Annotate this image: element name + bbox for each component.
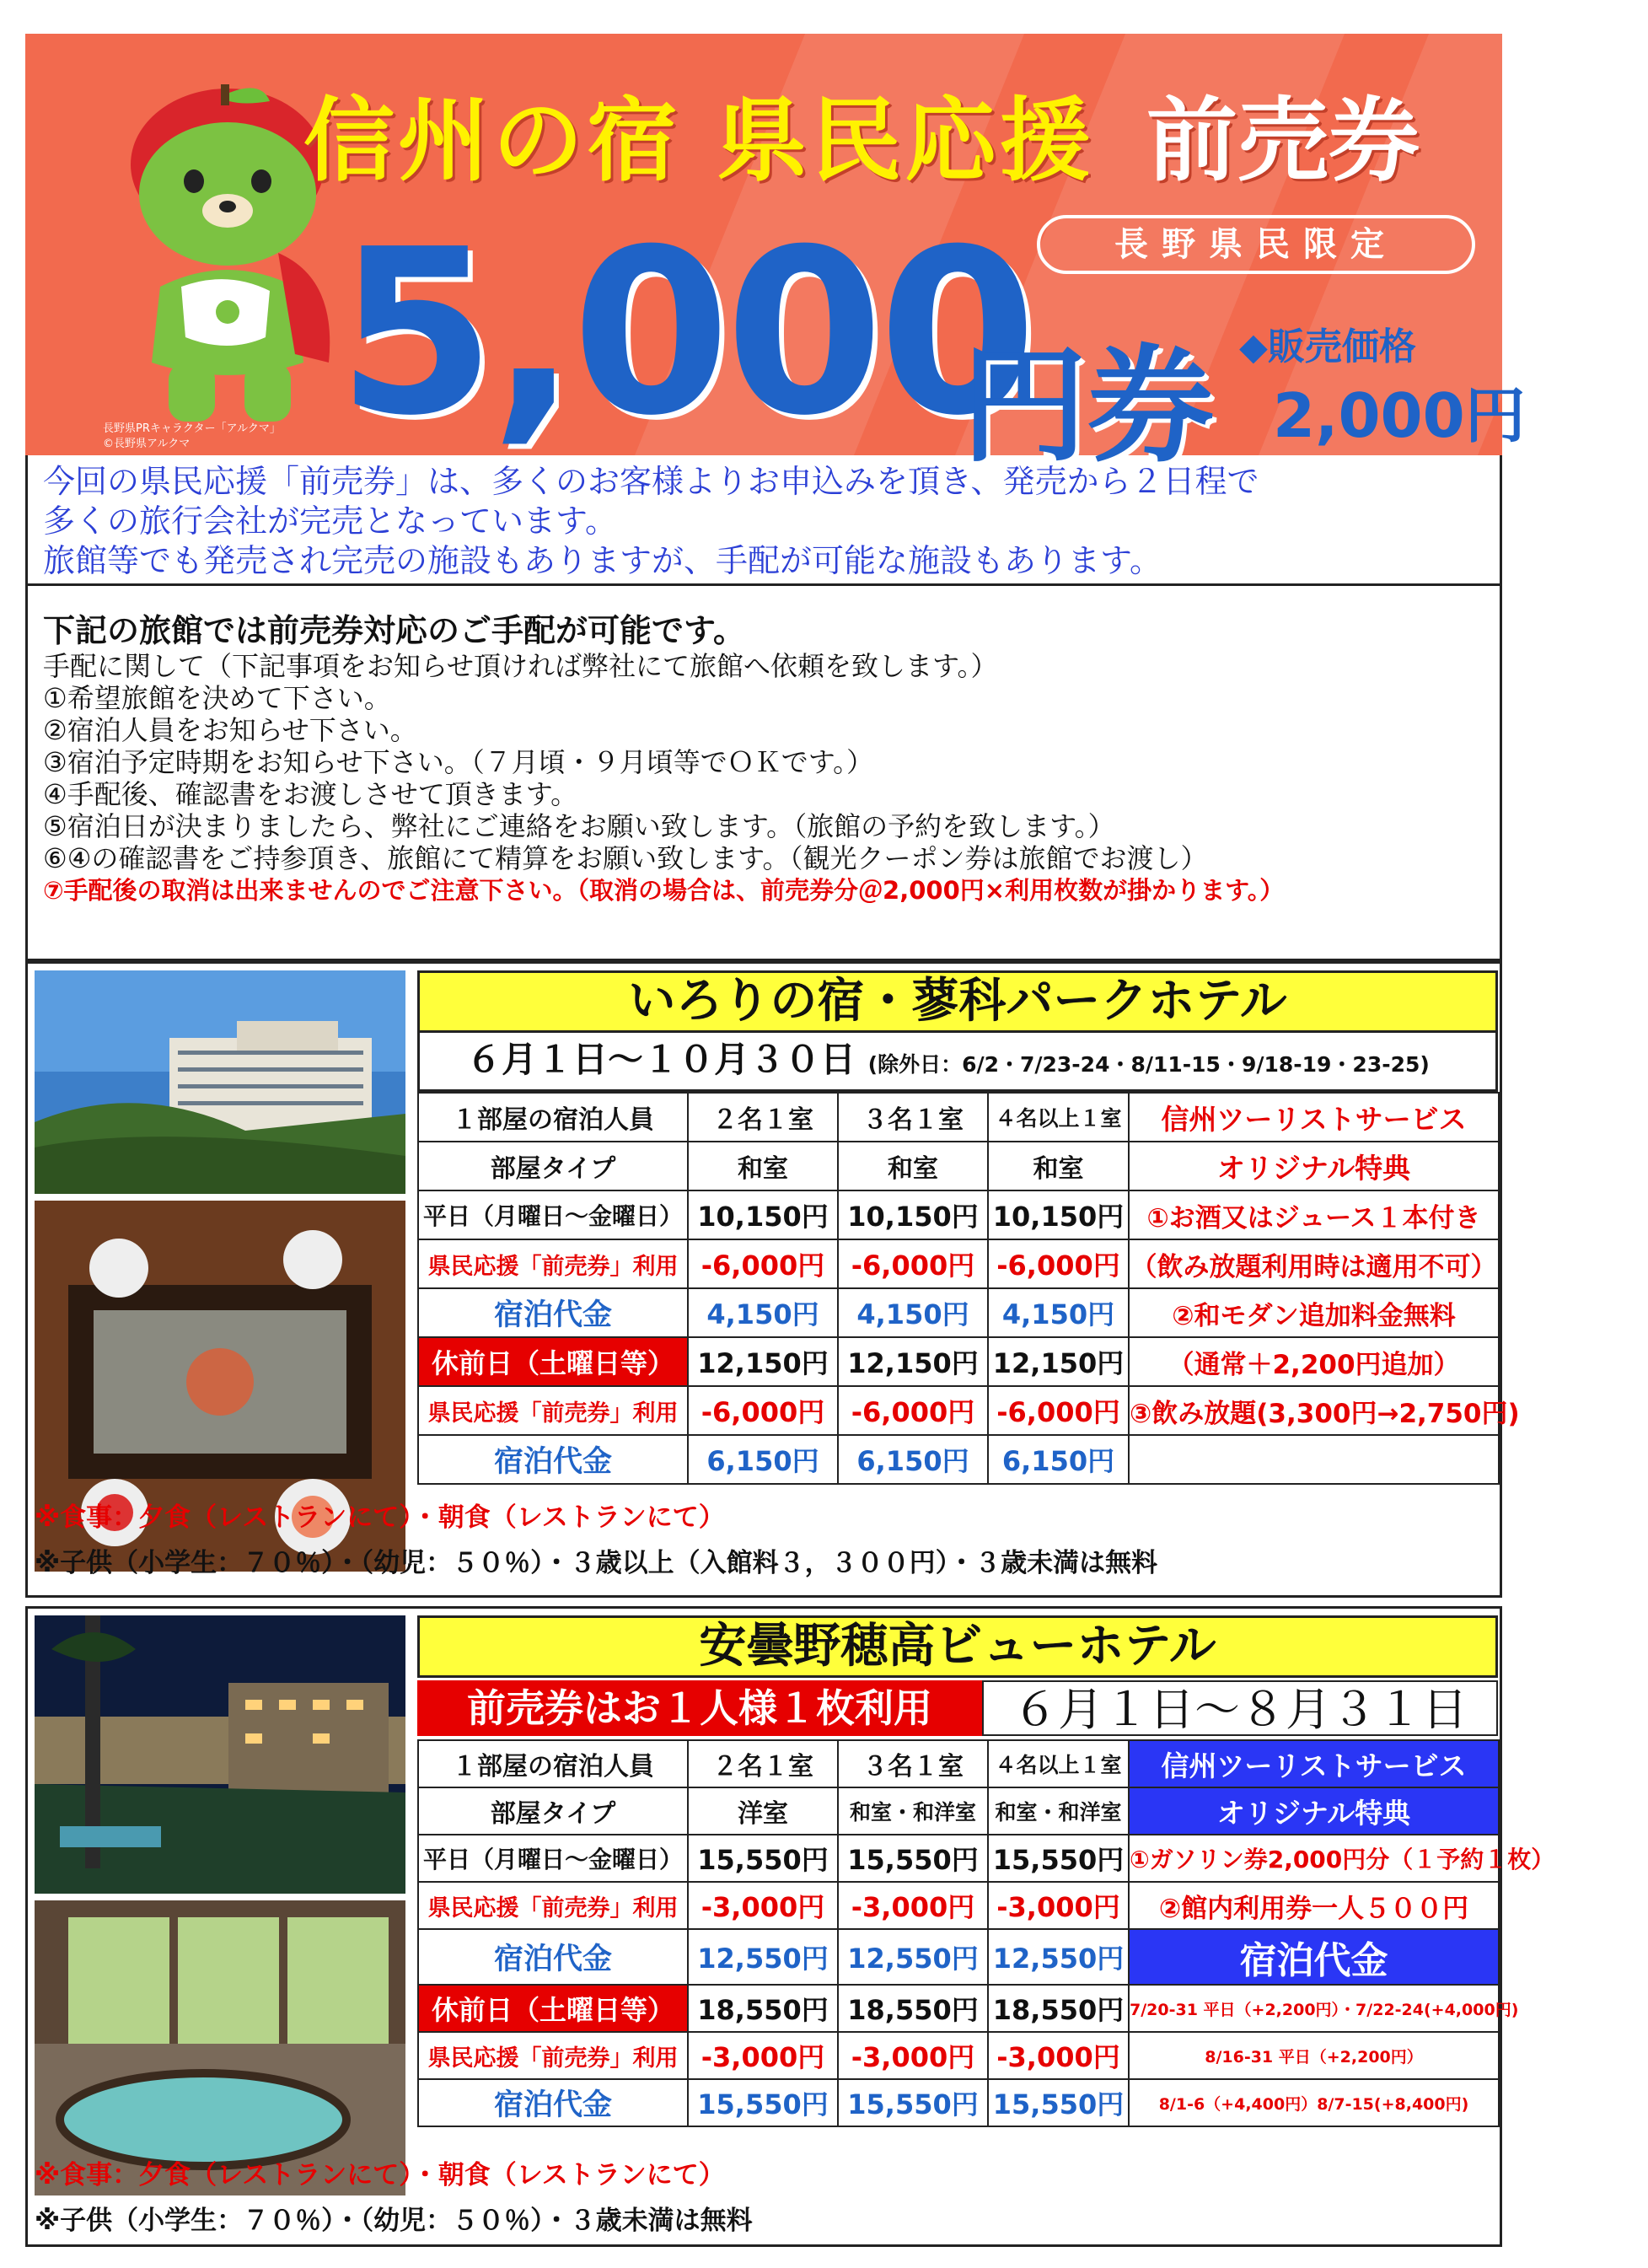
room-type: 和室・和洋室 bbox=[988, 1787, 1129, 1835]
rate-cell: 15,550円 bbox=[988, 1835, 1129, 1882]
child-note: ※子供（小学生：７０％）・（幼児：５０％）・３歳未満は無料 bbox=[35, 2206, 753, 2236]
instruction-step: ⑥④の確認書をご持参頂き、旅館にて精算をお願い致します。（観光クーポン券は旅館でお渡し） bbox=[43, 842, 1208, 874]
rate-cell: 18,550円 bbox=[688, 1985, 838, 2032]
rate-cell: 15,550円 bbox=[838, 1835, 988, 1882]
room-type-label: 部屋タイプ bbox=[418, 1142, 688, 1190]
discount-cell: -6,000円 bbox=[838, 1386, 988, 1435]
fee-label: 宿泊代金 bbox=[418, 1929, 688, 1985]
hotel-exterior-photo bbox=[35, 970, 405, 1194]
rate-cell: 12,150円 bbox=[988, 1337, 1129, 1386]
discount-cell: -3,000円 bbox=[838, 1882, 988, 1929]
rate-table bbox=[417, 1739, 1555, 2127]
rate-table bbox=[417, 1092, 1520, 1485]
fee-cell: 4,150円 bbox=[838, 1288, 988, 1337]
rate-cell: 10,150円 bbox=[838, 1190, 988, 1239]
notice-line: 今回の県民応援「前売券」は、多くのお客様よりお申込みを頂き、発売から２日程で bbox=[43, 463, 1259, 500]
instruction-step: ⑤宿泊日が決まりましたら、弊社にご連絡をお願い致します。（旅館の予約を致します。） bbox=[43, 810, 1115, 842]
meal-note: ※食事：夕食（レストランにて）・朝食（レストランにて） bbox=[35, 1502, 725, 1533]
instructions-heading: 下記の旅館では前売券対応のご手配が可能です。 bbox=[43, 612, 745, 649]
col-3-guests: ３名１室 bbox=[838, 1740, 988, 1787]
col-guests: １部屋の宿泊人員 bbox=[418, 1740, 688, 1787]
rate-cell: 15,550円 bbox=[688, 1835, 838, 1882]
booking-instructions bbox=[25, 586, 1502, 961]
room-type-label: 部屋タイプ bbox=[418, 1787, 688, 1835]
sale-price-label: ◆販売価格 bbox=[1239, 325, 1416, 368]
period-exclusions: (除外日：6/2・7/23-24・8/11-15・9/18-19・23-25) bbox=[867, 1052, 1430, 1077]
perk-item: ②和モダン追加料金無料 bbox=[1129, 1288, 1499, 1337]
fee-cell: 12,550円 bbox=[988, 1929, 1129, 1985]
weekday-label: 平日（月曜日～金曜日） bbox=[418, 1190, 688, 1239]
room-type: 和室 bbox=[838, 1142, 988, 1190]
discount-label: 県民応援「前売券」利用 bbox=[418, 1386, 688, 1435]
discount-cell: -3,000円 bbox=[988, 1882, 1129, 1929]
instruction-step: ④手配後、確認書をお渡しさせて頂きます。 bbox=[43, 778, 578, 810]
fee-label: 宿泊代金 bbox=[418, 1288, 688, 1337]
banner-title: 信州の宿 県民応援 bbox=[303, 89, 1094, 194]
fee-cell: 12,550円 bbox=[688, 1929, 838, 1985]
hotel-card-tateshina bbox=[25, 961, 1520, 1598]
valid-period bbox=[417, 1033, 1498, 1092]
hotel-name: いろりの宿・蓼科パークホテル bbox=[417, 970, 1498, 1033]
fee-label: 宿泊代金 bbox=[418, 1435, 688, 1484]
fee-cell: 15,550円 bbox=[688, 2079, 838, 2126]
instruction-step: ③宿泊予定時期をお知らせ下さい。（７月頃・９月頃等でＯＫです。） bbox=[43, 746, 874, 778]
one-voucher-per-person-banner: 前売券はお１人様１枚利用 bbox=[417, 1680, 982, 1736]
surcharge-note: 7/20-31 平日（+2,200円）・7/22-24(+4,000円) bbox=[1129, 1985, 1499, 2032]
room-type: 和室 bbox=[688, 1142, 838, 1190]
discount-cell: -6,000円 bbox=[688, 1386, 838, 1435]
discount-label: 県民応援「前売券」利用 bbox=[418, 1882, 688, 1929]
perk-title: 信州ツーリストサービス bbox=[1129, 1740, 1499, 1787]
discount-label: 県民応援「前売券」利用 bbox=[418, 2032, 688, 2079]
perk-item: （通常＋2,200円追加） bbox=[1129, 1337, 1499, 1386]
perk-item: ③飲み放題(3,300円→2,750円) bbox=[1129, 1386, 1499, 1435]
fee-cell: 6,150円 bbox=[688, 1435, 838, 1484]
col-4-guests: ４名以上１室 bbox=[988, 1093, 1129, 1142]
instruction-step: ②宿泊人員をお知らせ下さい。 bbox=[43, 714, 417, 746]
rate-cell: 12,150円 bbox=[688, 1337, 838, 1386]
col-3-guests: ３名１室 bbox=[838, 1093, 988, 1142]
discount-cell: -6,000円 bbox=[988, 1386, 1129, 1435]
surcharge-note: 8/1-6（+4,400円）8/7-15(+8,400円) bbox=[1129, 2079, 1499, 2126]
fee-cell: 6,150円 bbox=[988, 1435, 1129, 1484]
fee-cell: 4,150円 bbox=[988, 1288, 1129, 1337]
discount-cell: -3,000円 bbox=[688, 1882, 838, 1929]
residents-only-badge: 長野県民限定 bbox=[1037, 215, 1475, 274]
discount-cell: -3,000円 bbox=[838, 2032, 988, 2079]
fee-cell: 15,550円 bbox=[988, 2079, 1129, 2126]
voucher-unit: 円券 bbox=[961, 333, 1215, 480]
discount-cell: -3,000円 bbox=[688, 2032, 838, 2079]
banner-title-suffix: 前売券 bbox=[1146, 89, 1420, 194]
fee-cell: 15,550円 bbox=[838, 2079, 988, 2126]
sale-price-value: 2,000円 bbox=[1273, 380, 1526, 451]
col-4-guests: ４名以上１室 bbox=[988, 1740, 1129, 1787]
holiday-eve-label: 休前日（土曜日等） bbox=[418, 1985, 688, 2032]
perk-subtitle: オリジナル特典 bbox=[1129, 1787, 1499, 1835]
room-type: 洋室 bbox=[688, 1787, 838, 1835]
rate-cell: 10,150円 bbox=[988, 1190, 1129, 1239]
meal-note: ※食事：夕食（レストランにて）・朝食（レストランにて） bbox=[35, 2160, 725, 2190]
child-note: ※子供（小学生：７０％）・（幼児：５０％）・３歳以上（入館料３，３００円）・３歳未満は無料 bbox=[35, 1548, 1158, 1578]
hotel-night-photo bbox=[35, 1615, 405, 1894]
perk-item: ①ガソリン券2,000円分（１予約１枚） bbox=[1129, 1835, 1499, 1882]
hotel-card-azumino bbox=[25, 1606, 1555, 2247]
instruction-step: ①希望旅館を決めて下さい。 bbox=[43, 682, 391, 714]
onsen-bath-photo bbox=[35, 1900, 405, 2195]
hotel-name: 安曇野穂高ビューホテル bbox=[417, 1615, 1498, 1678]
room-type: 和室・和洋室 bbox=[838, 1787, 988, 1835]
perk-title: 信州ツーリストサービス bbox=[1129, 1093, 1499, 1142]
hotel-notes bbox=[35, 2152, 753, 2244]
voucher-amount: 5,000 bbox=[337, 200, 1033, 465]
fee-cell: 4,150円 bbox=[688, 1288, 838, 1337]
instructions-intro: 手配に関して（下記事項をお知らせ頂ければ弊社にて旅館へ依頼を致します。） bbox=[43, 650, 998, 682]
fee-cell: 12,550円 bbox=[838, 1929, 988, 1985]
surcharge-note: 8/16-31 平日（+2,200円） bbox=[1129, 2032, 1499, 2079]
cancellation-warning: ⑦手配後の取消は出来ませんのでご注意下さい。（取消の場合は、前売券分＠2,000円×利用枚数が掛かります。） bbox=[43, 876, 1285, 905]
mascot-credit: 長野県PRキャラクター「アルクマ」 ©長野県アルクマ bbox=[103, 422, 281, 450]
rate-cell: 12,150円 bbox=[838, 1337, 988, 1386]
fee-label: 宿泊代金 bbox=[418, 2079, 688, 2126]
notice-line: 旅館等でも発売され完売の施設もありますが、手配が可能な施設もあります。 bbox=[43, 542, 1162, 579]
col-2-guests: ２名１室 bbox=[688, 1740, 838, 1787]
discount-cell: -6,000円 bbox=[838, 1239, 988, 1288]
perk-item: （飲み放題利用時は適用不可） bbox=[1129, 1239, 1499, 1288]
perk-subtitle: オリジナル特典 bbox=[1129, 1142, 1499, 1190]
perk-item: ①お酒又はジュース１本付き bbox=[1129, 1190, 1499, 1239]
col-2-guests: ２名１室 bbox=[688, 1093, 838, 1142]
discount-cell: -6,000円 bbox=[688, 1239, 838, 1288]
discount-cell: -3,000円 bbox=[988, 2032, 1129, 2079]
sales-notice bbox=[25, 455, 1502, 586]
rate-cell: 18,550円 bbox=[838, 1985, 988, 2032]
notice-line: 多くの旅行会社が完売となっています。 bbox=[43, 503, 617, 540]
promo-banner bbox=[25, 34, 1526, 480]
discount-cell: -6,000円 bbox=[988, 1239, 1129, 1288]
surcharge-title: 宿泊代金 bbox=[1129, 1929, 1499, 1985]
discount-label: 県民応援「前売券」利用 bbox=[418, 1239, 688, 1288]
period-dates: ６月１日～１０月３０日 bbox=[466, 1039, 856, 1080]
rate-cell: 18,550円 bbox=[988, 1985, 1129, 2032]
rate-cell: 10,150円 bbox=[688, 1190, 838, 1239]
fee-cell: 6,150円 bbox=[838, 1435, 988, 1484]
hotel-notes bbox=[35, 1495, 1157, 1586]
period-dates: ６月１日～８月３１日 bbox=[982, 1680, 1498, 1736]
room-type: 和室 bbox=[988, 1142, 1129, 1190]
col-guests: １部屋の宿泊人員 bbox=[418, 1093, 688, 1142]
holiday-eve-label: 休前日（土曜日等） bbox=[418, 1337, 688, 1386]
weekday-label: 平日（月曜日～金曜日） bbox=[418, 1835, 688, 1882]
perk-item: ②館内利用券一人５００円 bbox=[1129, 1882, 1499, 1929]
